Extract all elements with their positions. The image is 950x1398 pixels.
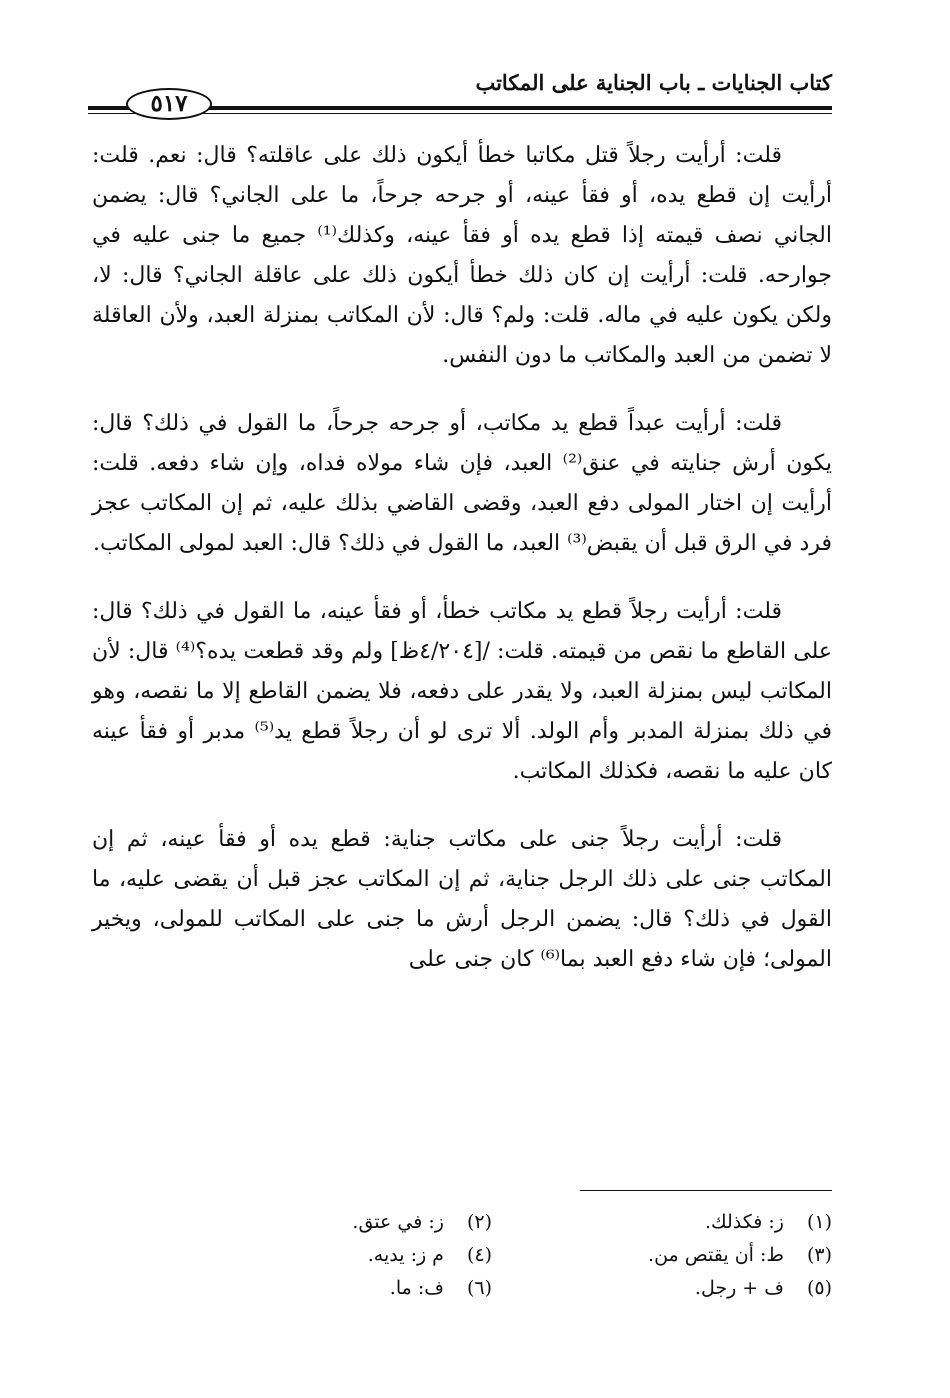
footnote	[492, 1206, 832, 1239]
footnote-number: (٣)	[806, 1244, 832, 1266]
footnote-text: ف: ما.	[389, 1277, 444, 1299]
footnote-text: ف + رجل.	[694, 1277, 784, 1299]
footnote-number: (٦)	[466, 1277, 492, 1299]
paragraph: قلت: أرأيت رجلاً قتل مكاتبا خطأ أيكون ذلك على عاقلته؟ قال: نعم. قلت: أرأيت إن قطع يده، أو فقأ عينه، أو جرحه جرحاً، ما على الجاني؟ قال: يضمن الجاني نصف قيمته إذا قطع يده أو فقأ عينه، وكذلك⁽¹⁾ جميع ما جنى عليه في جوارحه. قلت: أرأيت إن كان ذلك خطأ أيكون ذلك على عاقلة الجاني؟ قال: لا، ولكن يكون عليه في ماله. قلت: ولم؟ قال: لأن المكاتب بمنزلة العبد، ولأن العاقلة لا تضمن من العبد والمكاتب ما دون النفس.	[92, 143, 832, 368]
page-number: ٥١٧	[126, 88, 212, 120]
footnote	[492, 1272, 832, 1305]
footnote-number: (١)	[806, 1211, 832, 1233]
paragraph: قلت: أرأيت رجلاً قطع يد مكاتب خطأ، أو فقأ عينه، ما القول في ذلك؟ قال: على القاطع ما نقص من قيمته. قلت: /[٤/٢٠٤ظ] ولم وقد قطعت يده؟⁽⁴⁾ قال: لأن المكاتب ليس بمنزلة العبد، ولا يقدر على دفعه، فلا يضمن القاطع إلا ما نقصه، وهو في ذلك بمنزلة المدبر وأم الولد. ألا ترى لو أن رجلاً قطع يد⁽⁵⁾ مدبر أو فقأ عينه كان عليه ما نقصه، فكذلك المكاتب.	[92, 599, 832, 784]
footnote	[152, 1272, 492, 1305]
footnote	[152, 1239, 492, 1272]
footnotes	[92, 1206, 832, 1305]
footnote-row	[92, 1206, 832, 1239]
footnote-row	[92, 1272, 832, 1305]
footnote-separator	[580, 1190, 832, 1191]
footnote-text: ز: في عتق.	[352, 1211, 444, 1233]
page-header	[88, 60, 832, 116]
footnote-number: (٤)	[466, 1244, 492, 1266]
footnote-row	[92, 1239, 832, 1272]
footnote	[492, 1239, 832, 1272]
footnote	[152, 1206, 492, 1239]
footnote-text: ز: فكذلك.	[704, 1211, 784, 1233]
main-text	[92, 136, 832, 1008]
footnote-text: م ز: يديه.	[367, 1244, 444, 1266]
footnote-number: (٥)	[806, 1277, 832, 1299]
paragraph: قلت: أرأيت رجلاً جنى على مكاتب جناية: قطع يده أو فقأ عينه، ثم إن المكاتب جنى على ذلك الرجل جناية، ثم إن المكاتب عجز قبل أن يقضى عليه، ما القول في ذلك؟ قال: يضمن الرجل أرش ما جنى على المكاتب للمولى، ويخير المولى؛ فإن شاء دفع العبد بما⁽⁶⁾ كان جنى على	[92, 827, 832, 972]
paragraph: قلت: أرأيت عبداً قطع يد مكاتب، أو جرحه جرحاً، ما القول في ذلك؟ قال: يكون أرش جنايته في عنق⁽²⁾ العبد، فإن شاء مولاه فداه، وإن شاء دفعه. قلت: أرأيت إن اختار المولى دفع العبد، وقضى القاضي بذلك عليه، ثم إن المكاتب عجز فرد في الرق قبل أن يقبض⁽³⁾ العبد، ما القول في ذلك؟ قال: العبد لمولى المكاتب.	[92, 411, 832, 556]
footnote-number: (٢)	[466, 1211, 492, 1233]
footnote-text: ط: أن يقتص من.	[648, 1244, 784, 1266]
running-title: كتاب الجنايات ـ باب الجناية على المكاتب	[475, 70, 832, 95]
